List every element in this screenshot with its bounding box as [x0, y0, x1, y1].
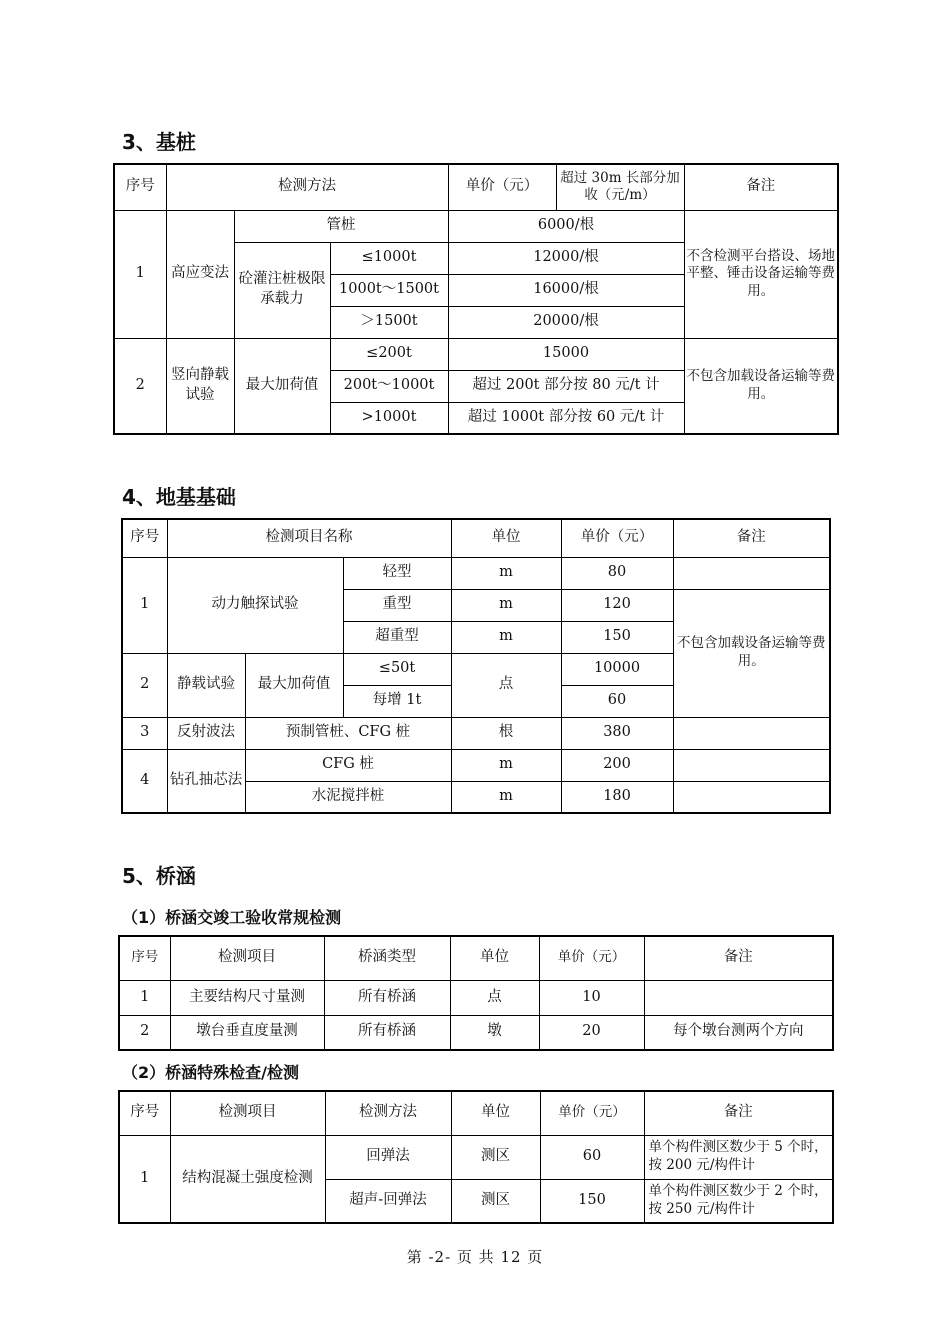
sub-item: 最大加荷值: [234, 338, 330, 434]
unit-cell: m: [451, 621, 561, 653]
note-cell: 单个构件测区数少于 2 个时，按 250 元/构件计: [644, 1179, 833, 1223]
range-cell: >1000t: [330, 402, 448, 434]
price-cell: 150: [540, 1179, 644, 1223]
range-cell: ≤200t: [330, 338, 448, 370]
section-3-title: 3、基桩: [122, 130, 196, 154]
item-name: 静载试验: [167, 653, 245, 717]
method-cell: 回弹法: [325, 1135, 451, 1179]
header-type: 桥涵类型: [324, 936, 450, 980]
header-note: 备注: [644, 936, 833, 980]
type-cell: 轻型: [343, 557, 451, 589]
item-name: 钻孔抽芯法: [167, 749, 245, 813]
sub-item: 砼灌注桩极限承载力: [234, 242, 330, 338]
price-cell: 12000/根: [448, 242, 684, 274]
note-cell: 不包含加载设备运输等费用。: [673, 589, 830, 717]
range-cell: ≤1000t: [330, 242, 448, 274]
type-cell: 每增 1t: [343, 685, 451, 717]
pile-foundation-table: [113, 163, 839, 435]
type-cell: 水泥搅拌桩: [245, 781, 451, 813]
header-method: 检测方法: [325, 1091, 451, 1135]
header-price: 单价（元）: [539, 936, 644, 980]
header-item: 检测项目: [170, 936, 324, 980]
header-extra-charge: 超过 30m 长部分加收（元/m）: [556, 164, 684, 210]
item-cell: 墩台垂直度量测: [170, 1015, 324, 1050]
foundation-table: [121, 518, 831, 814]
price-cell: 超过 1000t 部分按 60 元/t 计: [448, 402, 684, 434]
unit-cell: m: [451, 749, 561, 781]
header-price: 单价（元）: [561, 519, 673, 557]
bridge-special-table: [118, 1090, 834, 1224]
note-cell: [673, 717, 830, 749]
note-cell: [644, 980, 833, 1015]
type-cell: 所有桥涵: [324, 980, 450, 1015]
price-cell: 16000/根: [448, 274, 684, 306]
price-cell: 80: [561, 557, 673, 589]
method-name: 竖向静载试验: [166, 338, 234, 434]
section-5-title: 5、桥涵: [122, 864, 196, 888]
type-cell: ≤50t: [343, 653, 451, 685]
header-price: 单价（元）: [540, 1091, 644, 1135]
note-cell: [673, 557, 830, 589]
price-cell: 380: [561, 717, 673, 749]
price-cell: 60: [561, 685, 673, 717]
header-no: 序号: [119, 1091, 170, 1135]
header-unit: 单位: [451, 1091, 540, 1135]
note-cell: [673, 781, 830, 813]
unit-cell: 根: [451, 717, 561, 749]
header-no: 序号: [122, 519, 167, 557]
unit-cell: 测区: [451, 1179, 540, 1223]
price-cell: 150: [561, 621, 673, 653]
unit-cell: 墩: [450, 1015, 539, 1050]
sub-item: 管桩: [234, 210, 448, 242]
price-cell: 10: [539, 980, 644, 1015]
price-cell: 超过 200t 部分按 80 元/t 计: [448, 370, 684, 402]
price-cell: 200: [561, 749, 673, 781]
price-cell: 15000: [448, 338, 684, 370]
header-note: 备注: [673, 519, 830, 557]
header-unit: 单位: [450, 936, 539, 980]
row-number: 2: [119, 1015, 170, 1050]
unit-cell: m: [451, 589, 561, 621]
row-number: 1: [114, 210, 166, 338]
method-name: 高应变法: [166, 210, 234, 338]
subsection-1-title: （1）桥涵交竣工验收常规检测: [122, 908, 342, 927]
row-number: 2: [114, 338, 166, 434]
page-footer: 第 -2- 页 共 12 页: [406, 1248, 544, 1266]
type-cell: 重型: [343, 589, 451, 621]
price-cell: 20000/根: [448, 306, 684, 338]
price-cell: 10000: [561, 653, 673, 685]
type-cell: 所有桥涵: [324, 1015, 450, 1050]
method-cell: 超声-回弹法: [325, 1179, 451, 1223]
header-note: 备注: [644, 1091, 833, 1135]
price-cell: 120: [561, 589, 673, 621]
item-cell: 结构混凝土强度检测: [170, 1135, 325, 1223]
range-cell: 200t～1000t: [330, 370, 448, 402]
price-cell: 180: [561, 781, 673, 813]
sub-item: 最大加荷值: [245, 653, 343, 717]
range-cell: 1000t～1500t: [330, 274, 448, 306]
row-number: 1: [122, 557, 167, 653]
type-cell: 超重型: [343, 621, 451, 653]
row-number: 4: [122, 749, 167, 813]
header-item: 检测项目: [170, 1091, 325, 1135]
row-number: 2: [122, 653, 167, 717]
price-cell: 60: [540, 1135, 644, 1179]
type-cell: CFG 桩: [245, 749, 451, 781]
item-name: 动力触探试验: [167, 557, 343, 653]
header-price: 单价（元）: [448, 164, 556, 210]
note-cell: 每个墩台测两个方向: [644, 1015, 833, 1050]
unit-cell: m: [451, 557, 561, 589]
row-number: 1: [119, 980, 170, 1015]
price-cell: 6000/根: [448, 210, 684, 242]
type-cell: 预制管桩、CFG 桩: [245, 717, 451, 749]
unit-cell: 测区: [451, 1135, 540, 1179]
row-number: 3: [122, 717, 167, 749]
note-cell: 不含检测平台搭设、场地平整、锤击设备运输等费用。: [684, 210, 838, 338]
item-name: 反射波法: [167, 717, 245, 749]
note-cell: [673, 749, 830, 781]
header-no: 序号: [119, 936, 170, 980]
header-item-name: 检测项目名称: [167, 519, 451, 557]
item-cell: 主要结构尺寸量测: [170, 980, 324, 1015]
bridge-routine-table: [118, 935, 834, 1051]
unit-cell: 点: [451, 653, 561, 717]
unit-cell: 点: [450, 980, 539, 1015]
note-cell: 不包含加载设备运输等费用。: [684, 338, 838, 434]
header-no: 序号: [114, 164, 166, 210]
row-number: 1: [119, 1135, 170, 1223]
unit-cell: m: [451, 781, 561, 813]
price-cell: 20: [539, 1015, 644, 1050]
subsection-2-title: （2）桥涵特殊检查/检测: [122, 1063, 299, 1082]
section-4-title: 4、地基基础: [122, 485, 236, 509]
note-cell: 单个构件测区数少于 5 个时，按 200 元/构件计: [644, 1135, 833, 1179]
header-method: 检测方法: [166, 164, 448, 210]
range-cell: ＞1500t: [330, 306, 448, 338]
header-unit: 单位: [451, 519, 561, 557]
header-note: 备注: [684, 164, 838, 210]
